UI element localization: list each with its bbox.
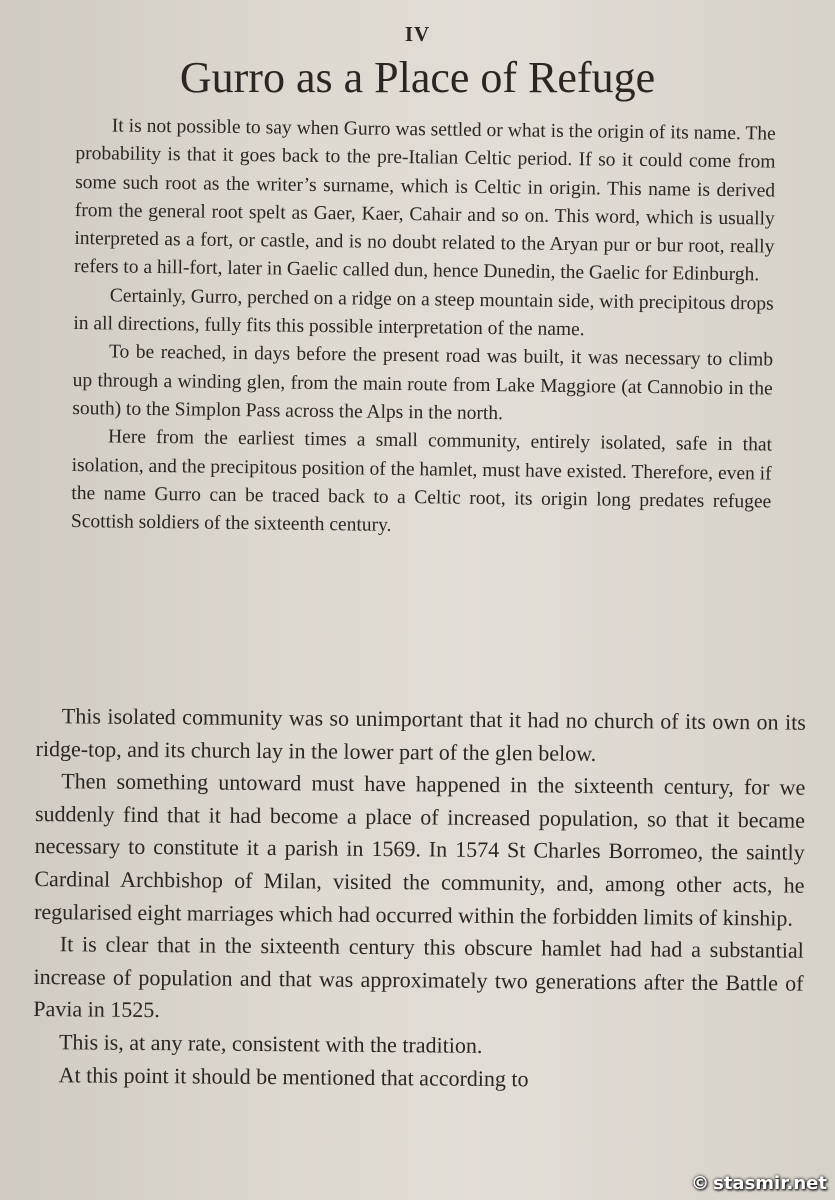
paragraph: To be reached, in days before the present road was built, it was necessary to climb up through a winding glen, from the main route from Lake Maggiore (at Cannobio in the south) to the Simplon Pass across the Alps in the north.	[72, 341, 774, 425]
paragraph: It is not possible to say when Gurro was settled or what is the origin of its name. The probability is that it goes back to the pre-Italian Celtic period. If so it could come from some such root as the writer’s surname, which is Celtic in origin. This name is derived from the general root spelt as Gaer, Kaer, Cahair and so on. This word, which is usually interpreted as a fort, or castle, and is no doubt related to the Aryan pur or bur root, really refers to a hill-fort, later in Gaelic called dun, hence Dunedin, the Gaelic for Edinburgh.	[73, 115, 776, 286]
chapter-title: Gurro as a Place of Refuge	[179, 53, 656, 102]
chapter-number: IV	[404, 22, 431, 46]
paragraph: Certainly, Gurro, perched on a ridge on a steep mountain side, with precipitous drops in all directions, fully fits this possible interpretation of the name.	[73, 285, 774, 341]
paragraph: Here from the earliest times a small community, entirely isolated, safe in that isolation, and the precipitous position of the hamlet, must have existed. Therefore, even if the name Gurro can be traced back to a Celtic root, its origin long predates refugee Scottish soldiers of the sixteenth century.	[70, 426, 773, 537]
lower-text-block	[33, 700, 806, 1098]
paragraph: This is, at any rate, consistent with the tradition.	[58, 1029, 483, 1058]
watermark	[691, 1173, 827, 1194]
paragraph: At this point it should be mentioned that according to	[58, 1061, 529, 1091]
paragraph: It is clear that in the sixteenth century this obscure hamlet had had a substantial increase of population and that was approximately two generations after the Battle of Pavia in 1525.	[33, 931, 804, 1023]
paragraph: Then something untoward must have happened in the sixteenth century, for we suddenly find that it had become a place of increased population, so that it became necessary to constitute it a parish in 1569. In 1574 St Charles Borromeo, the saintly Cardinal Archbishop of Milan, visited the community, and, among other acts, he regularised eight marriages which had occurred within the forbidden limits of kinship.	[34, 768, 806, 931]
paragraph: This isolated community was so unimportant that it had no church of its own on its ridge-top, and its church lay in the lower part of the glen below.	[35, 703, 806, 766]
copyright-icon: ©	[691, 1173, 710, 1194]
watermark-text: stasmir.net	[713, 1173, 827, 1194]
upper-text-block	[71, 112, 776, 545]
